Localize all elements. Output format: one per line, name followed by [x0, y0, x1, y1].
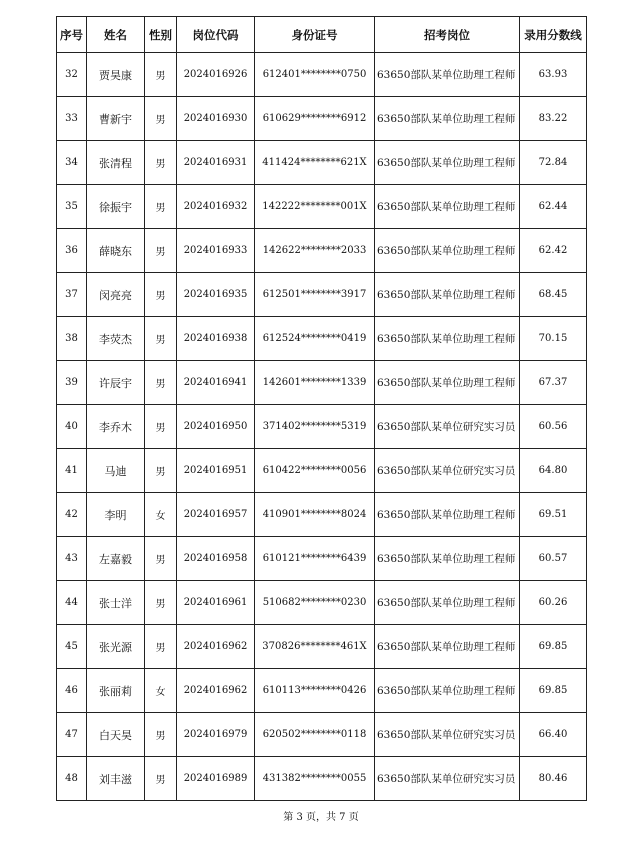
- cell-id-number: 610113********0426: [255, 669, 375, 713]
- cell-id-number: 370826********461X: [255, 625, 375, 669]
- cell-position: 63650部队某单位助理工程师: [375, 273, 520, 317]
- results-table: [56, 16, 587, 801]
- cell-index: 40: [57, 405, 87, 449]
- cell-gender: 男: [145, 757, 177, 801]
- cell-name: 李明: [87, 493, 145, 537]
- cell-name: 李荧杰: [87, 317, 145, 361]
- table-row: [57, 185, 587, 229]
- cell-score: 62.42: [520, 229, 587, 273]
- cell-index: 47: [57, 713, 87, 757]
- table-row: [57, 537, 587, 581]
- cell-id-number: 612524********0419: [255, 317, 375, 361]
- cell-position: 63650部队某单位助理工程师: [375, 361, 520, 405]
- cell-name: 薛晓东: [87, 229, 145, 273]
- cell-id-number: 620502********0118: [255, 713, 375, 757]
- cell-gender: 男: [145, 625, 177, 669]
- cell-name: 张士洋: [87, 581, 145, 625]
- header-position-code: 岗位代码: [177, 17, 255, 53]
- cell-id-number: 142601********1339: [255, 361, 375, 405]
- header-id-number: 身份证号: [255, 17, 375, 53]
- cell-index: 45: [57, 625, 87, 669]
- cell-gender: 女: [145, 669, 177, 713]
- cell-position: 63650部队某单位研究实习员: [375, 713, 520, 757]
- cell-gender: 女: [145, 493, 177, 537]
- cell-gender: 男: [145, 361, 177, 405]
- cell-score: 60.56: [520, 405, 587, 449]
- cell-id-number: 371402********5319: [255, 405, 375, 449]
- cell-position-code: 2024016926: [177, 53, 255, 97]
- cell-index: 32: [57, 53, 87, 97]
- cell-score: 70.15: [520, 317, 587, 361]
- cell-gender: 男: [145, 141, 177, 185]
- cell-name: 白天昊: [87, 713, 145, 757]
- cell-gender: 男: [145, 713, 177, 757]
- table-row: [57, 97, 587, 141]
- table-row: [57, 53, 587, 97]
- table-row: [57, 493, 587, 537]
- cell-name: 徐振宇: [87, 185, 145, 229]
- table-row: [57, 229, 587, 273]
- cell-index: 41: [57, 449, 87, 493]
- cell-position: 63650部队某单位研究实习员: [375, 757, 520, 801]
- cell-score: 60.26: [520, 581, 587, 625]
- cell-score: 69.85: [520, 669, 587, 713]
- cell-position: 63650部队某单位助理工程师: [375, 97, 520, 141]
- cell-gender: 男: [145, 581, 177, 625]
- cell-name: 曹新宇: [87, 97, 145, 141]
- cell-index: 44: [57, 581, 87, 625]
- cell-name: 贾昊康: [87, 53, 145, 97]
- cell-score: 62.44: [520, 185, 587, 229]
- cell-position-code: 2024016957: [177, 493, 255, 537]
- cell-score: 80.46: [520, 757, 587, 801]
- cell-index: 34: [57, 141, 87, 185]
- cell-name: 刘丰滋: [87, 757, 145, 801]
- cell-score: 72.84: [520, 141, 587, 185]
- cell-id-number: 610121********6439: [255, 537, 375, 581]
- table-row: [57, 713, 587, 757]
- cell-score: 68.45: [520, 273, 587, 317]
- header-score: 录用分数线: [520, 17, 587, 53]
- cell-name: 李乔木: [87, 405, 145, 449]
- header-index: 序号: [57, 17, 87, 53]
- cell-id-number: 612501********3917: [255, 273, 375, 317]
- cell-index: 37: [57, 273, 87, 317]
- table-row: [57, 405, 587, 449]
- cell-position-code: 2024016962: [177, 625, 255, 669]
- cell-id-number: 431382********0055: [255, 757, 375, 801]
- table-row: [57, 317, 587, 361]
- table-row: [57, 449, 587, 493]
- cell-position: 63650部队某单位助理工程师: [375, 317, 520, 361]
- page-footer: 第 3 页，共 7 页: [283, 812, 359, 823]
- cell-id-number: 510682********0230: [255, 581, 375, 625]
- cell-score: 66.40: [520, 713, 587, 757]
- cell-id-number: 142622********2033: [255, 229, 375, 273]
- cell-gender: 男: [145, 229, 177, 273]
- table-body: [57, 53, 587, 801]
- cell-score: 69.51: [520, 493, 587, 537]
- cell-position: 63650部队某单位研究实习员: [375, 449, 520, 493]
- cell-index: 35: [57, 185, 87, 229]
- table-row: [57, 361, 587, 405]
- cell-gender: 男: [145, 185, 177, 229]
- cell-gender: 男: [145, 53, 177, 97]
- cell-position-code: 2024016935: [177, 273, 255, 317]
- cell-position: 63650部队某单位研究实习员: [375, 405, 520, 449]
- cell-position: 63650部队某单位助理工程师: [375, 493, 520, 537]
- cell-index: 39: [57, 361, 87, 405]
- cell-position-code: 2024016932: [177, 185, 255, 229]
- cell-score: 69.85: [520, 625, 587, 669]
- cell-id-number: 610629********6912: [255, 97, 375, 141]
- header-position: 招考岗位: [375, 17, 520, 53]
- cell-index: 33: [57, 97, 87, 141]
- cell-position: 63650部队某单位助理工程师: [375, 669, 520, 713]
- cell-gender: 男: [145, 449, 177, 493]
- cell-position-code: 2024016989: [177, 757, 255, 801]
- cell-id-number: 612401********0750: [255, 53, 375, 97]
- cell-index: 42: [57, 493, 87, 537]
- cell-score: 83.22: [520, 97, 587, 141]
- cell-position-code: 2024016979: [177, 713, 255, 757]
- cell-position: 63650部队某单位助理工程师: [375, 141, 520, 185]
- cell-position-code: 2024016941: [177, 361, 255, 405]
- cell-name: 张清程: [87, 141, 145, 185]
- cell-position-code: 2024016931: [177, 141, 255, 185]
- cell-id-number: 142222********001X: [255, 185, 375, 229]
- cell-name: 张丽莉: [87, 669, 145, 713]
- table-row: [57, 581, 587, 625]
- cell-index: 38: [57, 317, 87, 361]
- header-gender: 性别: [145, 17, 177, 53]
- cell-gender: 男: [145, 537, 177, 581]
- cell-index: 36: [57, 229, 87, 273]
- cell-score: 67.37: [520, 361, 587, 405]
- table-row: [57, 141, 587, 185]
- cell-name: 张光源: [87, 625, 145, 669]
- cell-name: 左嘉毅: [87, 537, 145, 581]
- header-name: 姓名: [87, 17, 145, 53]
- cell-position-code: 2024016933: [177, 229, 255, 273]
- cell-position-code: 2024016930: [177, 97, 255, 141]
- cell-index: 48: [57, 757, 87, 801]
- table-header-row: [57, 17, 587, 53]
- cell-position-code: 2024016938: [177, 317, 255, 361]
- cell-gender: 男: [145, 405, 177, 449]
- cell-score: 64.80: [520, 449, 587, 493]
- cell-index: 43: [57, 537, 87, 581]
- cell-position-code: 2024016950: [177, 405, 255, 449]
- table-row: [57, 757, 587, 801]
- cell-gender: 男: [145, 317, 177, 361]
- cell-position: 63650部队某单位助理工程师: [375, 625, 520, 669]
- cell-index: 46: [57, 669, 87, 713]
- cell-position: 63650部队某单位助理工程师: [375, 53, 520, 97]
- cell-score: 60.57: [520, 537, 587, 581]
- cell-id-number: 411424********621X: [255, 141, 375, 185]
- cell-position: 63650部队某单位助理工程师: [375, 185, 520, 229]
- cell-position-code: 2024016961: [177, 581, 255, 625]
- cell-id-number: 610422********0056: [255, 449, 375, 493]
- cell-gender: 男: [145, 273, 177, 317]
- cell-gender: 男: [145, 97, 177, 141]
- table-row: [57, 273, 587, 317]
- cell-position: 63650部队某单位助理工程师: [375, 229, 520, 273]
- cell-score: 63.93: [520, 53, 587, 97]
- cell-position-code: 2024016951: [177, 449, 255, 493]
- cell-name: 马迪: [87, 449, 145, 493]
- cell-position-code: 2024016962: [177, 669, 255, 713]
- cell-name: 许辰宇: [87, 361, 145, 405]
- cell-name: 闵亮亮: [87, 273, 145, 317]
- table-row: [57, 625, 587, 669]
- cell-position: 63650部队某单位助理工程师: [375, 537, 520, 581]
- cell-id-number: 410901********8024: [255, 493, 375, 537]
- cell-position: 63650部队某单位助理工程师: [375, 581, 520, 625]
- cell-position-code: 2024016958: [177, 537, 255, 581]
- table-row: [57, 669, 587, 713]
